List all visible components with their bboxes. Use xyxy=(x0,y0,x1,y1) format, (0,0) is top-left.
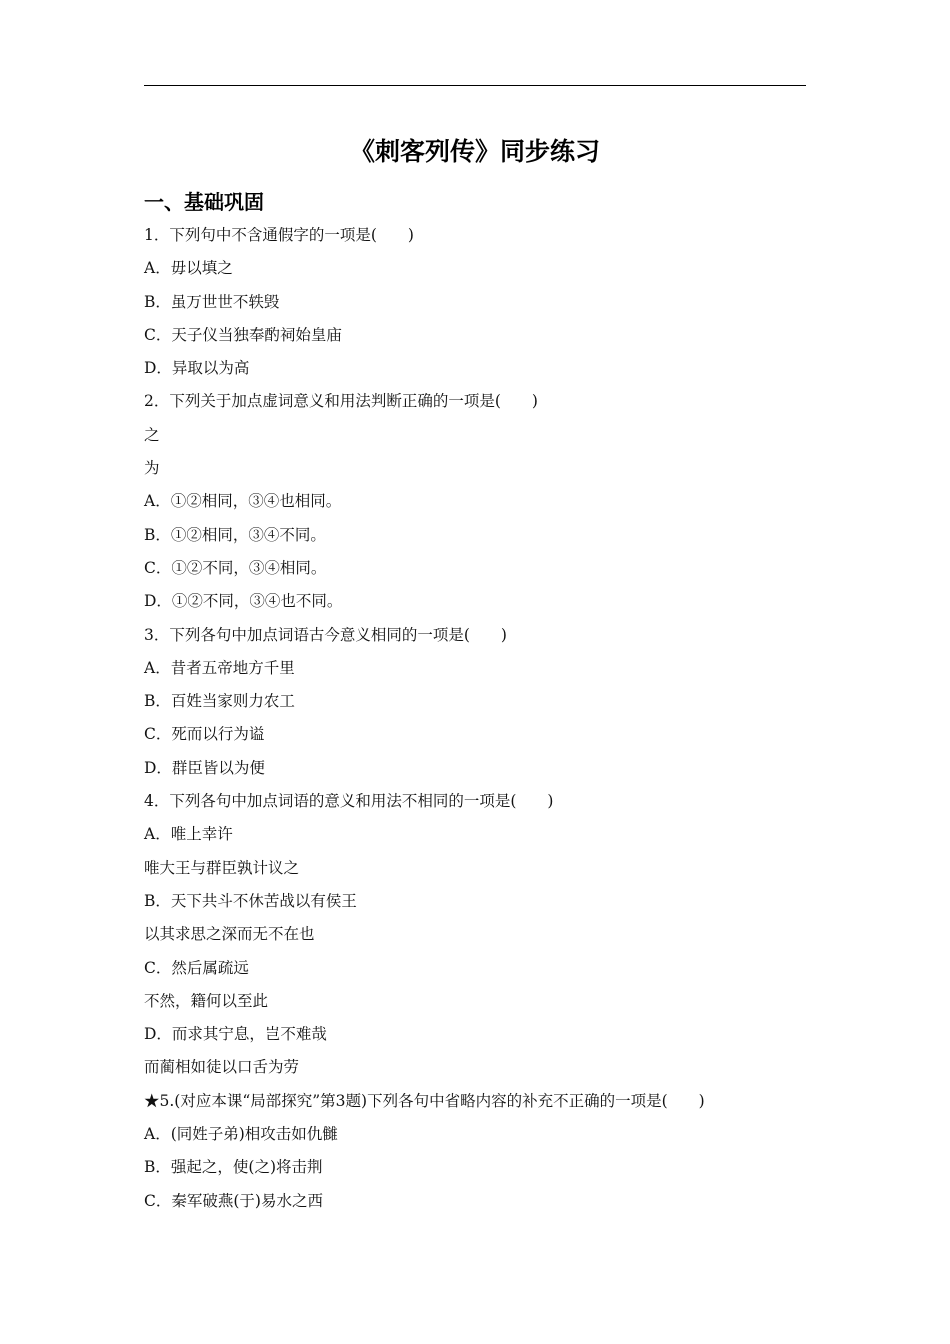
text-line: 1．下列句中不含通假字的一项是( ) xyxy=(144,226,414,244)
text-line: B．百姓当家则力农工 xyxy=(144,692,295,711)
text-line: C．死而以行为谥 xyxy=(144,725,265,744)
document-title: 《刺客列传》同步练习 xyxy=(349,137,600,166)
text-line: A．①②相同，③④也相同。 xyxy=(144,492,342,511)
text-line: A．唯上幸许 xyxy=(144,825,233,844)
text-line: B．①②相同，③④不同。 xyxy=(144,525,326,544)
text-line: 唯大王与群臣孰计议之 xyxy=(144,858,300,877)
text-line: C．天子仪当独奉酌祠始皇庙 xyxy=(144,325,342,344)
text-line: D．①②不同，③④也不同。 xyxy=(144,592,343,611)
text-line: 以其求思之深而无不在也 xyxy=(144,925,315,944)
text-line: D．而求其宁息，岂不难哉 xyxy=(144,1025,327,1044)
text-line: A．毋以填之 xyxy=(144,259,233,278)
text-line: 3．下列各句中加点词语古今意义相同的一项是( ) xyxy=(144,625,507,644)
text-line: C．秦军破燕(于)易水之西 xyxy=(144,1191,323,1210)
question-list xyxy=(144,222,824,1221)
text-line: D．异取以为高 xyxy=(144,359,250,378)
text-line: 不然，籍何以至此 xyxy=(144,991,269,1010)
text-line: B．强起之，使(之)将击荆 xyxy=(144,1158,323,1177)
text-line: 为 xyxy=(144,459,160,478)
text-line: A．(同姓子弟)相攻击如仇雠 xyxy=(144,1125,338,1144)
text-line: 4．下列各句中加点词语的意义和用法不相同的一项是( ) xyxy=(144,792,554,811)
text-line: C．然后属疏远 xyxy=(144,958,249,977)
text-line: D．群臣皆以为便 xyxy=(144,758,265,777)
text-line: 之 xyxy=(144,425,160,444)
text-line: B．天下共斗不休苦战以有侯王 xyxy=(144,891,357,910)
header-rule xyxy=(144,85,806,86)
text-line: A．昔者五帝地方千里 xyxy=(144,658,295,677)
text-line: B．虽万世世不轶毁 xyxy=(144,292,280,311)
section-heading: 一、基础巩固 xyxy=(144,190,264,214)
text-line: 而蔺相如徒以口舌为劳 xyxy=(144,1058,300,1077)
text-line: C．①②不同，③④相同。 xyxy=(144,558,327,577)
text-line: ★5.(对应本课“局部探究”第3题)下列各句中省略内容的补充不正确的一项是( ) xyxy=(144,1091,705,1110)
text-line: 2．下列关于加点虚词意义和用法判断正确的一项是( ) xyxy=(144,392,538,411)
